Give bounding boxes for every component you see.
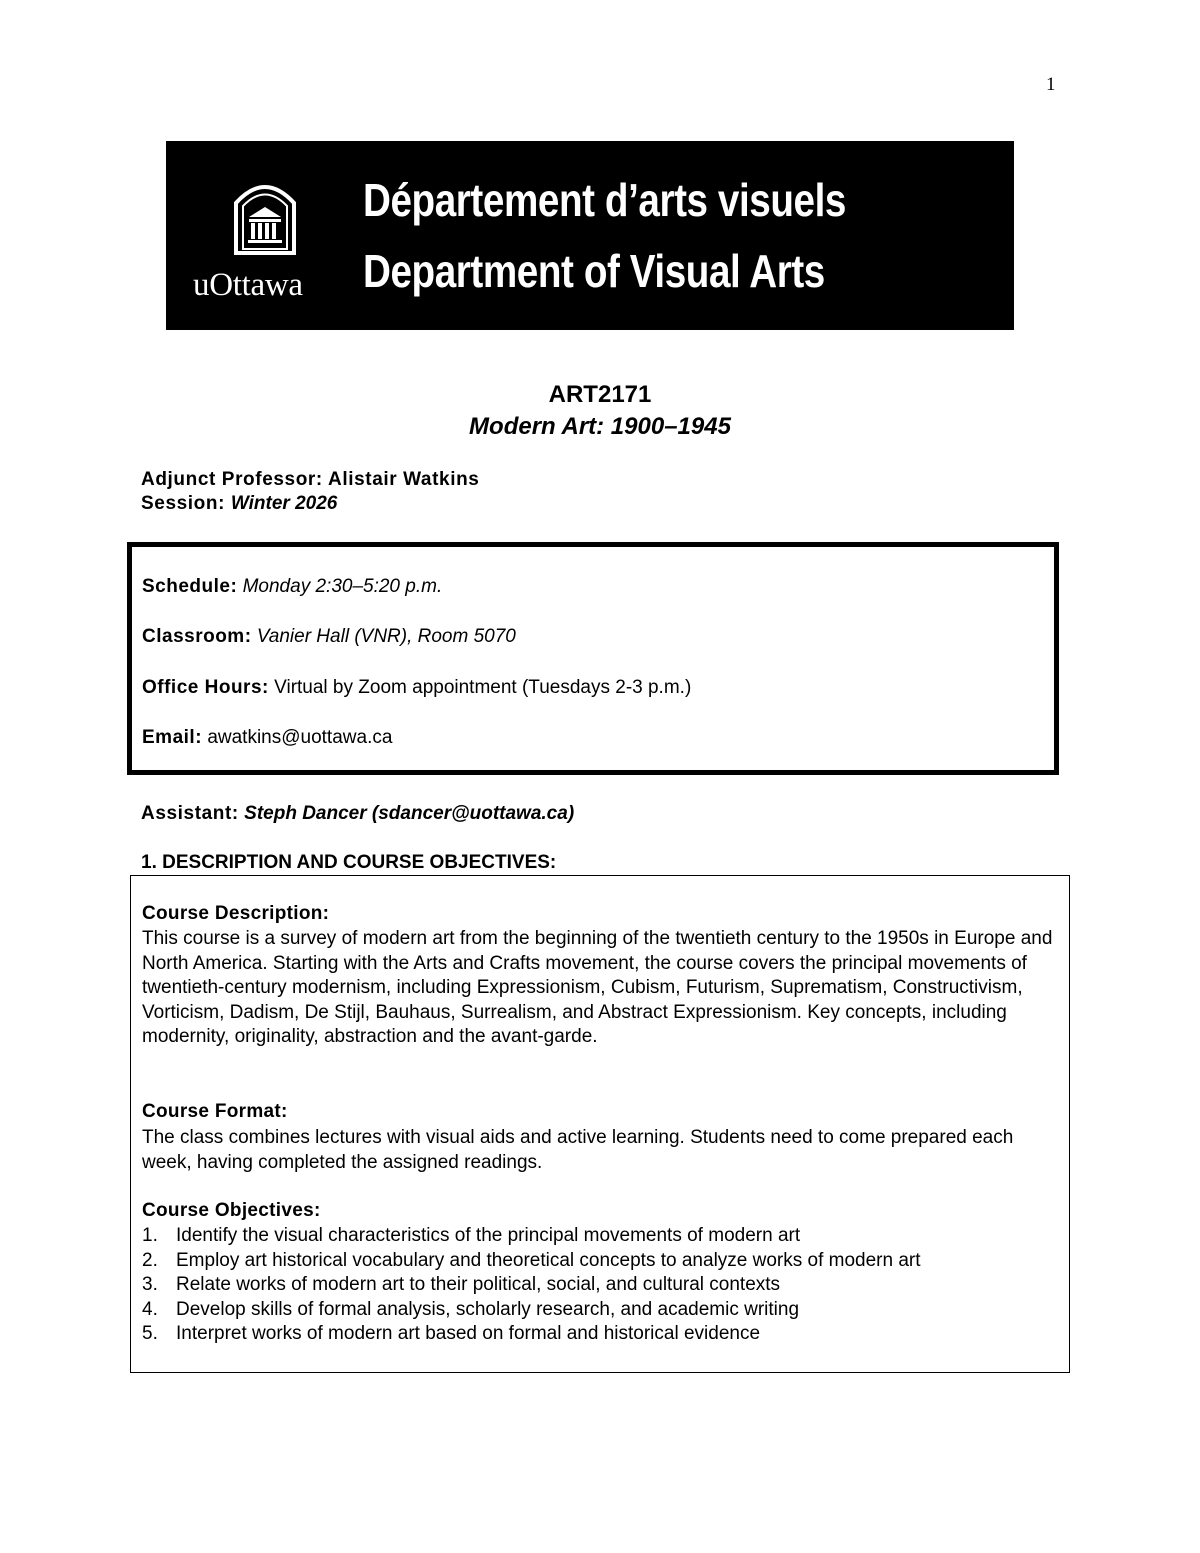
classroom-value: Vanier Hall (VNR), Room 5070 — [256, 626, 516, 647]
list-item: 2. Employ art historical vocabulary and theoretical concepts to analyze works of modern art — [142, 1249, 921, 1271]
list-item: 3. Relate works of modern art to their political, social, and cultural contexts — [142, 1274, 781, 1296]
list-item: 1. Identify the visual characteristics of the principal movements of modern art — [142, 1225, 801, 1246]
course-objectives-heading: Course Objectives: — [142, 1200, 321, 1221]
office-hours-row — [142, 677, 691, 699]
session-value: Winter 2026 — [230, 493, 338, 514]
session-line — [141, 493, 337, 515]
schedule-row — [142, 576, 442, 598]
professor-label: Adjunct Professor: — [141, 469, 323, 490]
course-description-text: This course is a survey of modern art from the beginning of the twentieth century to the 1950s in Europe and North America. Starting with the Arts and Crafts movement, the course covers the principal movements of twentieth-century modernism, including Expressionism, Cubism, Futurism, Suprematism, Constructivism, Vorticism, Dadism, De Stijl, Bauhaus, Surrealism, and Abstract Expressionism. Key concepts, including modernity, originality, abstraction and the avant-garde. — [142, 928, 1053, 1048]
schedule-value: Monday 2:30–5:20 p.m. — [242, 576, 443, 597]
assistant-value: Steph Dancer (sdancer@uottawa.ca) — [244, 803, 575, 824]
uottawa-building-icon — [230, 177, 300, 255]
page-number: 1 — [1046, 74, 1056, 95]
assistant-line — [141, 803, 574, 825]
professor-line — [141, 469, 479, 491]
office-hours-value: Virtual by Zoom appointment (Tuesdays 2-3 p.m.) — [274, 677, 692, 698]
session-label: Session: — [141, 493, 225, 514]
schedule-box — [127, 542, 1059, 775]
objectives-list — [142, 1224, 921, 1347]
list-item: 5. Interpret works of modern art based on formal and historical evidence — [142, 1323, 761, 1345]
classroom-row — [142, 626, 516, 648]
course-format-text: The class combines lectures with visual aids and active learning. Students need to come prepared each week, having completed the assigned readings. — [142, 1127, 1014, 1173]
professor-name: Alistair Watkins — [328, 469, 480, 490]
email-value[interactable]: awatkins@uottawa.ca — [207, 727, 393, 748]
course-code: ART2171 — [548, 381, 652, 408]
course-title: Modern Art: 1900–1945 — [469, 413, 731, 440]
description-box — [130, 875, 1070, 1373]
department-banner — [166, 141, 1014, 330]
uottawa-wordmark: uOttawa — [193, 267, 303, 303]
banner-title-english: Department of Visual Arts — [363, 245, 825, 297]
course-format-heading: Course Format: — [142, 1101, 288, 1122]
list-item: 4. Develop skills of formal analysis, scholarly research, and academic writing — [142, 1298, 800, 1320]
assistant-label: Assistant: — [141, 803, 239, 824]
banner-title-french: Département d’arts visuels — [363, 174, 847, 226]
classroom-label: Classroom: — [142, 626, 252, 647]
course-description-heading: Course Description: — [142, 903, 330, 924]
email-row — [142, 727, 392, 749]
section-heading: 1. DESCRIPTION AND COURSE OBJECTIVES: — [141, 852, 557, 873]
office-hours-label: Office Hours: — [142, 677, 269, 698]
email-label: Email: — [142, 727, 203, 748]
schedule-label: Schedule: — [142, 576, 238, 597]
